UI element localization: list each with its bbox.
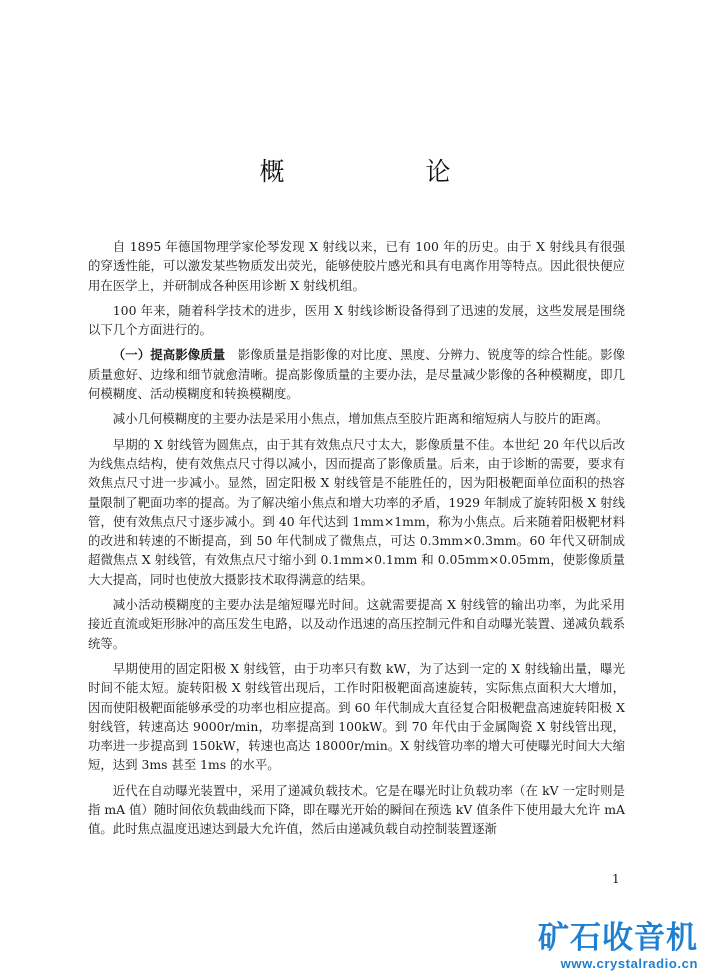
- paragraph-image-quality: [88, 345, 625, 403]
- paragraph-development: 100 年来，随着科学技术的进步，医用 X 射线诊断设备得到了迅速的发展，这些发展是围绕以下几个方面进行的。: [88, 302, 625, 338]
- page-number: 1: [612, 872, 620, 886]
- paragraph-geometric-blur: 减小几何模糊度的主要办法是采用小焦点，增加焦点至胶片距离和缩短病人与胶片的距离。: [112, 411, 609, 427]
- watermark: [518, 920, 698, 972]
- section-heading: （一）提高影像质量: [112, 347, 226, 363]
- section-heading-body: 影像质量是指影像的对比度、黑度、分辨力、锐度等的综合性能。影像质量愈好、边缘和细节就愈清晰。提高影像质量的主要办法，是尽量减少影像的各种模糊度，即几何模糊度、活动模糊度和转换模糊度。: [88, 347, 626, 402]
- paragraph-falling-load: 近代在自动曝光装置中，采用了递减负载技术。它是在曝光时让负载功率（在 kV 一定时则是指 mA 值）随时间依负载曲线而下降，即在曝光开始的瞬间在预选 kV 值条件下使用最大允许 mA 值。此时焦点温度迅速达到最大允许值，然后由递减负载自动控制装置逐渐: [88, 782, 625, 837]
- paragraph-tube-power: 早期使用的固定阳极 X 射线管，由于功率只有数 kW，为了达到一定的 X 射线输出量，曝光时间不能太短。旋转阳极 X 射线管出现后，工作时阳极靶面高速旋转，实际焦点面积大大增加，因而使阳极靶面能够承受的功率也相应提高。到 60 年代制成大直径复合阳极靶盘高速旋转阳极 X 射线管，转速高达 9000r/min，功率提高到 100kW。到 70 年代由于金属陶瓷 X 射线管出现，功率进一步提高到 150kW，转速也高达 18000r/min。X 射线管功率的增大可使曝光时间大大缩短，达到 3ms 甚至 1ms 的水平。: [88, 660, 625, 773]
- body-text: [88, 237, 625, 839]
- paragraph-motion-blur: 减小活动模糊度的主要办法是缩短曝光时间。这就需要提高 X 射线管的输出功率，为此采用接近直流或矩形脉冲的高压发生电路，以及动作迅速的高压控制元件和自动曝光装置、递减负载系统等。: [88, 597, 625, 651]
- page-title: 概 论: [259, 157, 509, 186]
- watermark-url: www.crystalradio.cn: [560, 956, 698, 971]
- paragraph-focal-spot-history: 早期的 X 射线管为圆焦点，由于其有效焦点尺寸太大，影像质量不佳。本世纪 20 年代以后改为线焦点结构，使有效焦点尺寸得以减小，因而提高了影像质量。后来，由于诊断的需要，要求有效焦点尺寸进一步减小。显然，固定阳极 X 射线管是不能胜任的，因为阳极靶面单位面积的热容量限制了靶面功率的提高。为了解决缩小焦点和增大功率的矛盾，1929 年制成了旋转阳极 X 射线管，使有效焦点尺寸逐步减小。到 40 年代达到 1mm×1mm，称为小焦点。后来随着阳极靶材料的改进和转速的不断提高，到 50 年代制成了微焦点，可达 0.3mm×0.3mm。60 年代又研制成超微焦点 X 射线管，有效焦点尺寸缩小到 0.1mm×0.1mm 和 0.05mm×0.05mm，使影像质量大大提高，同时也使放大摄影技术取得满意的结果。: [88, 436, 625, 587]
- watermark-logo: 矿石收音机: [538, 920, 698, 956]
- paragraph-intro: 自 1895 年德国物理学家伦琴发现 X 射线以来，已有 100 年的历史。由于 X 射线具有很强的穿透性能，可以激发某些物质发出荧光，能够使胶片感光和具有电离作用等特点。因此很快便应用在医学上，并研制成各种医用诊断 X 射线机组。: [88, 239, 625, 293]
